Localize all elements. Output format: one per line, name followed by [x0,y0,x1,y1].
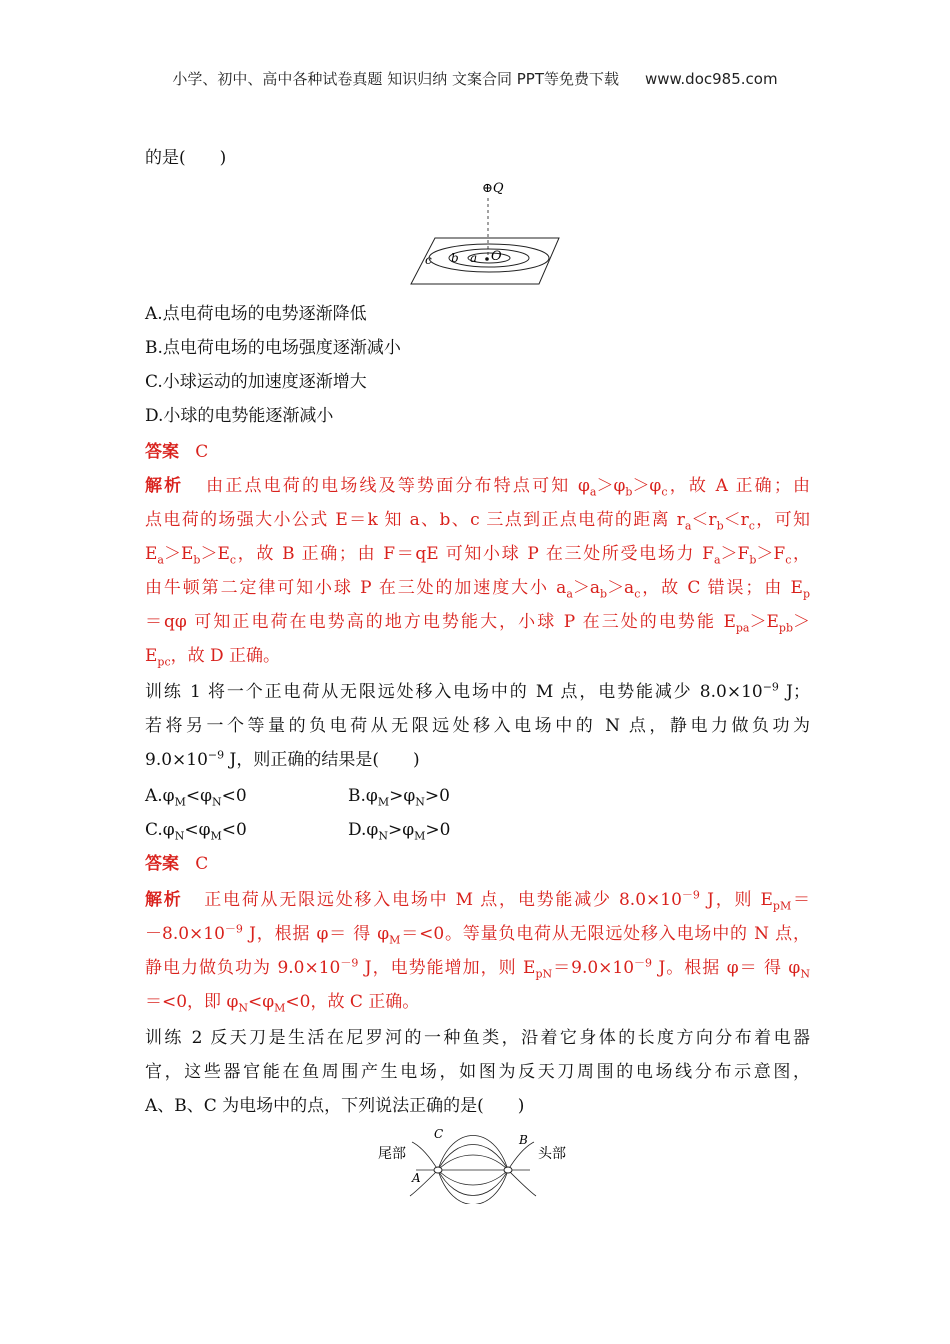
origin-o-label: O [491,249,502,264]
question-tail: 的是( ) [145,148,227,168]
exp2-text: 正电荷从无限远处移入电场中 M 点，电势能减少 8.0×10 [204,890,682,910]
explanation-1-line-4: 由牛顿第二定律可知小球 P 在三处的加速度大小 $a_a>a_b>a_c$，故 C 错误；由 $E_p$ [145,578,810,601]
ring-b-label: b [451,251,459,265]
option-a: A.点电荷电场的电势逐渐降低 [145,304,367,324]
answer-2 [145,852,208,876]
point-c-label: C [434,1127,444,1141]
exp2-text: ＝<0，即 φ [145,992,239,1012]
exp2-text: J。根据 φ＝ 得 φ [652,958,801,978]
point-b-label: B [519,1133,528,1147]
exp1-text: ，可知 [754,510,810,530]
t1-option-a: $A.\varphi_M<\varphi_N<0$ [145,786,247,809]
t1-option-b: $B.\varphi_M>\varphi_N>0$ [348,786,450,809]
point-a-label: A [412,1171,421,1185]
t1-option-d: $D.\varphi_N>\varphi_M>0$ [348,820,451,843]
explanation-1-line-1: 解析 由正点电荷的电场线及等势面分布特点可知 $\varphi_a>\varphi_b>\varphi_c$，故 A 正确；由 [145,476,811,499]
exp1-text: ＝qφ 可知正电荷在电势高的地方电势能大，小球 P 在三处的电势能 E [145,612,736,632]
exp2-text: <0，故 C 正确。 [285,992,420,1012]
header-text: 小学、初中、高中各种试卷真题 知识归纳 文案合同 PPT等免费下载 [172,70,619,88]
t1-option-c: $C.\varphi_N<\varphi_M<0$ [145,820,247,843]
exp1-text: E [145,646,158,666]
explanation-2-line-2: $-8.0\times 10^{-9}$ J，根据 φ＝ 得 $\varphi_M=<0$。等量负电荷从无限远处移入电场中的 N 点， [145,922,810,947]
t1-exp: −9 [207,748,225,762]
exp1-text: ，故 A 正确；由 [667,476,811,496]
tail-label: 尾部 [378,1146,406,1162]
explanation-1-line-5: ＝qφ 可知正电荷在电势高的地方电势能大，小球 P 在三处的电势能 $E_{pa}>E_{pb}>$ [145,612,810,635]
training-1-line-3 [145,748,420,772]
answer-1 [145,440,208,464]
t1-opt-text: B.φ [348,786,378,806]
t1-text: J； [778,682,810,702]
charge-q-label: ⊕Q [482,181,504,196]
explanation-1-line-6: $E_{pc}$，故 D 正确。 [145,646,281,669]
option-d: D.小球的电势能逐渐减小 [145,406,334,426]
exp2-text: ＝ [791,890,811,910]
answer-1-tag: 答案 [145,442,179,462]
exp1-text: 点电荷的场强大小公式 E＝k 知 a、b、c 三点到正点电荷的距离 r [145,510,685,530]
exp2-text: J，则 E [699,890,773,910]
explanation-2-line-4: ＝<0，即 $\varphi_N<\varphi_M<0$，故 C 正确。 [145,992,420,1015]
exp2-text: －8.0×10 [145,924,225,944]
exp1-text: E [145,544,158,564]
t1-text: 训练 1 将一个正电荷从无限远处移入电场中的 M 点，电势能减少 8.0×10 [145,682,763,702]
option-b: B.点电荷电场的电场强度逐渐减小 [145,338,401,358]
t1-opt-text: C.φ [145,820,175,840]
ring-c-label: c [425,253,432,267]
t1-exp: −9 [762,680,779,694]
explanation-2-line-3: 静电力做负功为 $9.0\times 10^{-9}$ J，电势能增加，则 $E_{pN}=9.0\times 10^{-9}$ J。根据 φ＝ 得 $\varphi_N$ [145,956,810,981]
t1-text: J，则正确的结果是( ) [224,750,420,770]
explanation-2-tag: 解析 [145,890,183,910]
training-1-line-2: 若将另一个等量的负电荷从无限远处移入电场中的 N 点，静电力做负功为 [145,716,810,736]
exp2-text: J，电势能增加，则 E [358,958,536,978]
training-2-line-3: A、B、C 为电场中的点，下列说法正确的是( ) [145,1096,525,1116]
explanation-1-line-2: 点电荷的场强大小公式 E＝k 知 a、b、c 三点到正点电荷的距离 $r_a<r_b<r_c$，可知 [145,510,810,533]
charge-plane-figure [405,176,575,288]
head-label: 头部 [538,1146,566,1162]
explanation-1-tag: 解析 [145,476,184,496]
exp2-text: J，根据 φ＝ 得 φ [242,924,390,944]
answer-1-value: C [195,442,209,462]
answer-2-tag: 答案 [145,854,179,874]
t1-opt-text: D.φ [348,820,379,840]
answer-2-value: C [195,854,209,874]
training-2-line-1: 训练 2 反天刀是生活在尼罗河的一种鱼类，沿着它身体的长度方向分布着电器 [145,1028,810,1048]
header-site: www.doc985.com [644,70,778,88]
fish-field-figure [378,1124,588,1204]
page-header [0,68,950,89]
explanation-2-line-1: 解析 正电荷从无限远处移入电场中 M 点，电势能减少 $8.0\times 10^{-9}$ J，则 $E_{pM}=$ [145,888,811,913]
t1-text: 9.0×10 [145,750,208,770]
exp1-text: 由牛顿第二定律可知小球 P 在三处的加速度大小 a [145,578,567,598]
option-c: C.小球运动的加速度逐渐增大 [145,372,367,392]
exp1-text: ，故 B 正确；由 F＝qE 可知小球 P 在三处所受电场力 F [236,544,714,564]
training-1-line-1 [145,680,810,704]
explanation-1-line-3: $E_a>E_b>E_c$，故 B 正确；由 F＝qE 可知小球 P 在三处所受电场力 $F_a>F_b>F_c$， [145,544,811,567]
exp2-text: 静电力做负功为 9.0×10 [145,958,341,978]
exp1-text: 由正点电荷的电场线及等势面分布特点可知 φ [206,476,590,496]
exp1-text: ，故 D 正确。 [170,646,281,666]
exp2-text: ＝9.0×10 [552,958,635,978]
ring-a-label: a [470,251,478,265]
exp1-text: ，故 C 错误；由 E [640,578,803,598]
t1-opt-text: A.φ [145,786,175,806]
training-2-line-2: 官，这些器官能在鱼周围产生电场，如图为反天刀周围的电场线分布示意图， [145,1062,810,1082]
exp2-text: ＝<0。等量负电荷从无限远处移入电场中的 N 点， [400,924,810,944]
